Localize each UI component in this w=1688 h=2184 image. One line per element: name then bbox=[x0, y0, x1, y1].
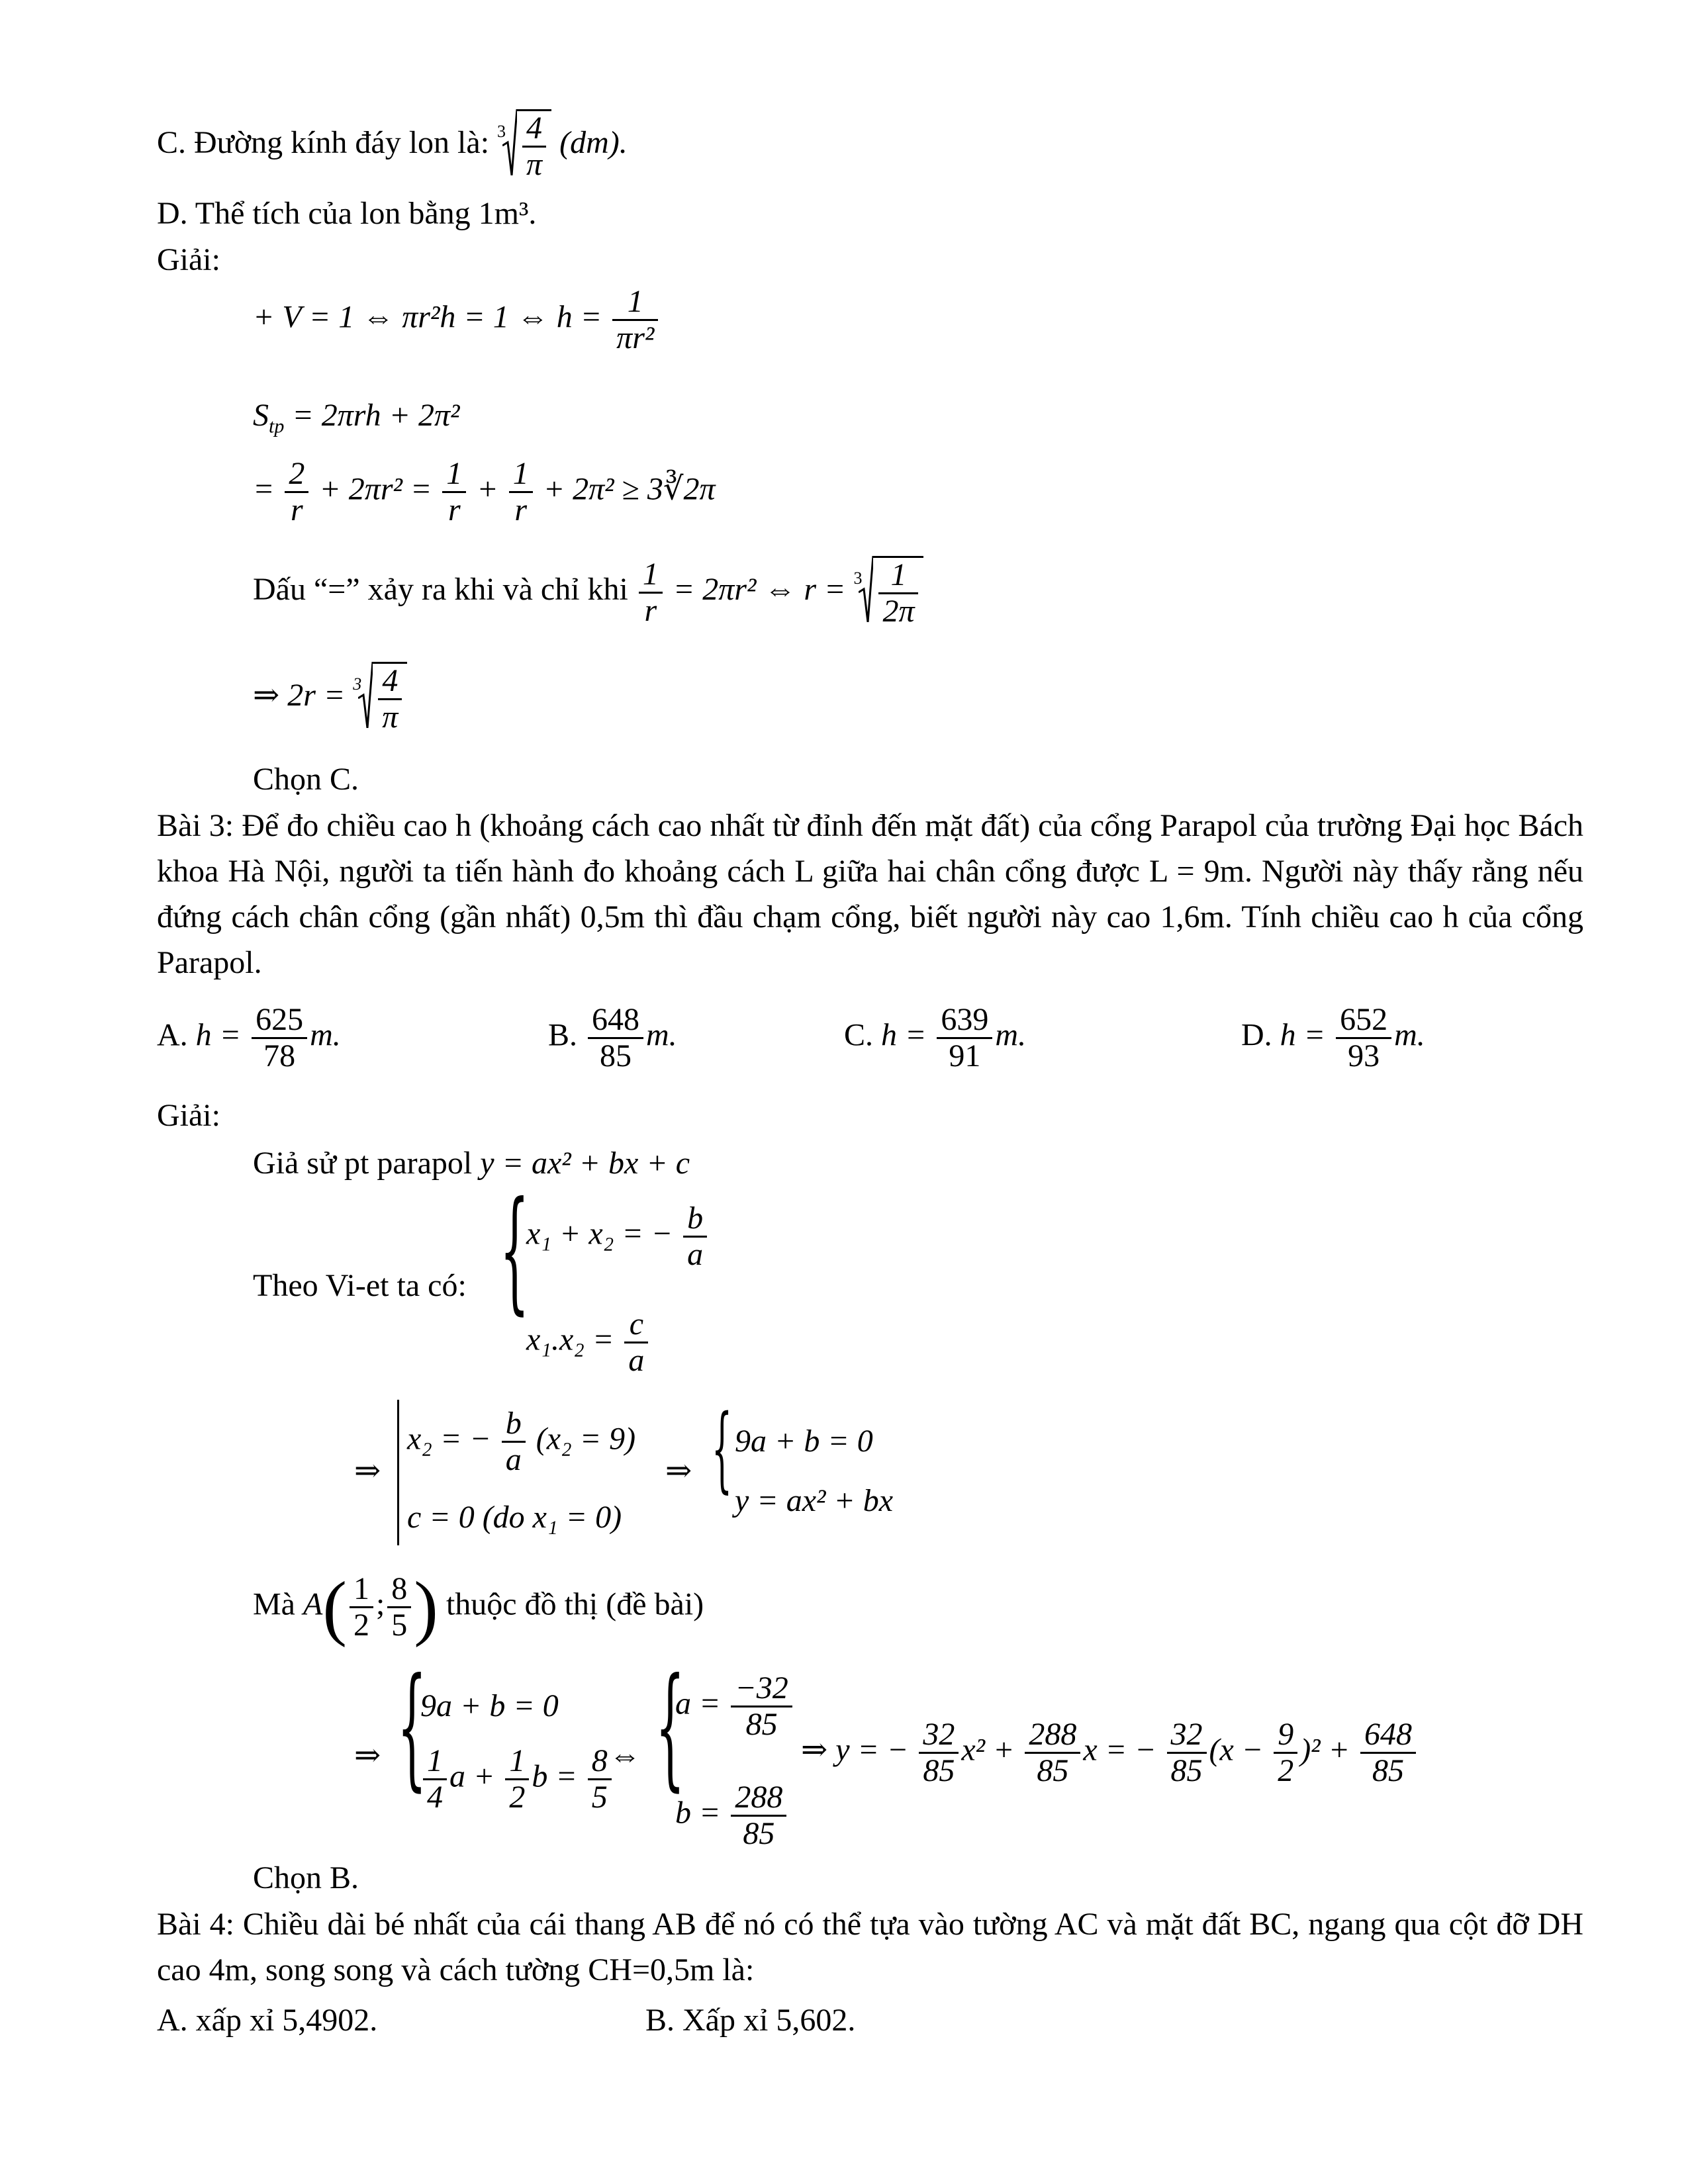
equality-condition: Dấu “=” xảy ra khi và chỉ khi $\frac{1}{r}$ = 2πr² ⇔ r = 3 $\frac{1}{2\pi}$ bbox=[253, 556, 923, 635]
diameter-result: ⇒ 2r = 3 $\frac{4}{\pi}$ bbox=[253, 662, 407, 741]
implication-c: c = 0 (do x₁ = 0) bbox=[407, 1500, 622, 1535]
answer-2: Chọn B. bbox=[253, 1860, 359, 1895]
answer-1: Chọn C. bbox=[253, 762, 359, 797]
result-eq-1: 9a + b = 0 bbox=[735, 1424, 873, 1459]
solution-heading-1: Giải: bbox=[157, 242, 220, 277]
implies-arrow-2: ⇒ bbox=[665, 1453, 692, 1488]
solution-b: b = $\frac{288}{85}$ bbox=[675, 1780, 789, 1853]
implication-x2: x₂ = − $\frac{b}{a}$ (x₂ = 9) bbox=[407, 1406, 636, 1477]
option-b-3: B. $\frac{648}{85}$ m. bbox=[548, 1002, 677, 1073]
option-c-label: C. Đường kính đáy lon là: bbox=[157, 125, 490, 161]
option-c-3: C. h = $\frac{639}{91}$ m. bbox=[844, 1002, 1027, 1073]
parabola-result: ⇒ y = − $\frac{32}{85}$ x² + $\frac{288}{85}$ x = − $\frac{32}{85}$ (x − $\frac{9}{2}$ )² + $\frac{648}{85}$ bbox=[801, 1717, 1419, 1803]
solution-brace: { bbox=[655, 1650, 685, 1804]
implies-arrow-3: ⇒ bbox=[354, 1738, 381, 1773]
vieta-product: x₁.x₂ = $\frac{c}{a}$ bbox=[526, 1307, 651, 1380]
am-gm-inequality: = $\frac{2}{r}$ + 2πr² = $\frac{1}{r}$ + $\frac{1}{r}$ + 2π² ≥ 3∛2π bbox=[253, 456, 716, 527]
option-c-line bbox=[157, 109, 628, 189]
volume-equation: + V = 1 ⇔ πr²h = 1 ⇔ h = $\frac{1}{\text{πr²}}$ bbox=[253, 285, 661, 357]
solution-heading-2: Giải: bbox=[157, 1098, 220, 1133]
result-eq-2: y = ax² + bx bbox=[735, 1483, 894, 1518]
problem-3-text: Bài 3: Để đo chiều cao h (khoảng cách cao nhất từ đỉnh đến mặt đất) của cổng Parapol của trường Đại học Bách khoa Hà Nội, người ta tiến hành đo khoảng cách L giữa hai chân cổng được L = 9m. Người này thấy rằng nếu đứng cách chân cổng (gần nhất) 0,5m thì đầu chạm cổng, biết người này cao 1,6m. Tính chiều cao h của cổng Parapol. bbox=[157, 808, 1583, 980]
parabola-assumption: Giả sử pt parapol y = ax² + bx + c bbox=[253, 1146, 690, 1181]
option-d-line: D. Thể tích của lon bằng 1m³. bbox=[157, 196, 537, 231]
vieta-brace: { bbox=[500, 1173, 530, 1328]
implies-arrow-1: ⇒ bbox=[354, 1453, 381, 1488]
final-system-eq1: 9a + b = 0 bbox=[420, 1688, 559, 1723]
cube-root: 3 $\frac{4}{\pi}$ bbox=[497, 109, 551, 182]
vieta-label: Theo Vi-et ta có: bbox=[253, 1268, 467, 1303]
option-a-4: A. xấp xỉ 5,4902. bbox=[157, 2003, 378, 2038]
point-a-line: Mà A( $\frac{1}{2}$ ; $\frac{8}{5}$ ) thuộc đồ thị (đề bài) bbox=[253, 1567, 704, 1648]
final-system-eq2: $\frac{1}{4}$ a + $\frac{1}{2}$ b = $\frac{8}{5}$ bbox=[420, 1744, 614, 1817]
equivalence-sign: ⇔ bbox=[609, 1738, 641, 1773]
option-b-4: B. Xấp xỉ 5,602. bbox=[645, 2003, 856, 2038]
or-bracket bbox=[397, 1400, 399, 1545]
surface-equation: $S_{tp} = 2\pi rh + 2\pi^2$ bbox=[253, 398, 460, 437]
option-d-3: D. h = $\frac{652}{93}$ m. bbox=[1241, 1002, 1425, 1073]
solution-a: a = $\frac{-32}{85}$ bbox=[675, 1671, 795, 1744]
vieta-sum: x₁ + x₂ = − $\frac{b}{a}$ bbox=[526, 1201, 710, 1274]
option-a-3: A. h = $\frac{625}{78}$ m. bbox=[157, 1002, 341, 1073]
final-system-brace: { bbox=[397, 1650, 427, 1804]
problem-4-text: Bài 4: Chiều dài bé nhất của cái thang AB để nó có thể tựa vào tường AC và mặt đất BC, ngang qua cột đỡ DH cao 4m, song song và cách tường CH=0,5m là: bbox=[157, 1907, 1583, 1987]
option-c-unit: (dm). bbox=[559, 125, 628, 161]
result-brace: { bbox=[712, 1395, 733, 1503]
